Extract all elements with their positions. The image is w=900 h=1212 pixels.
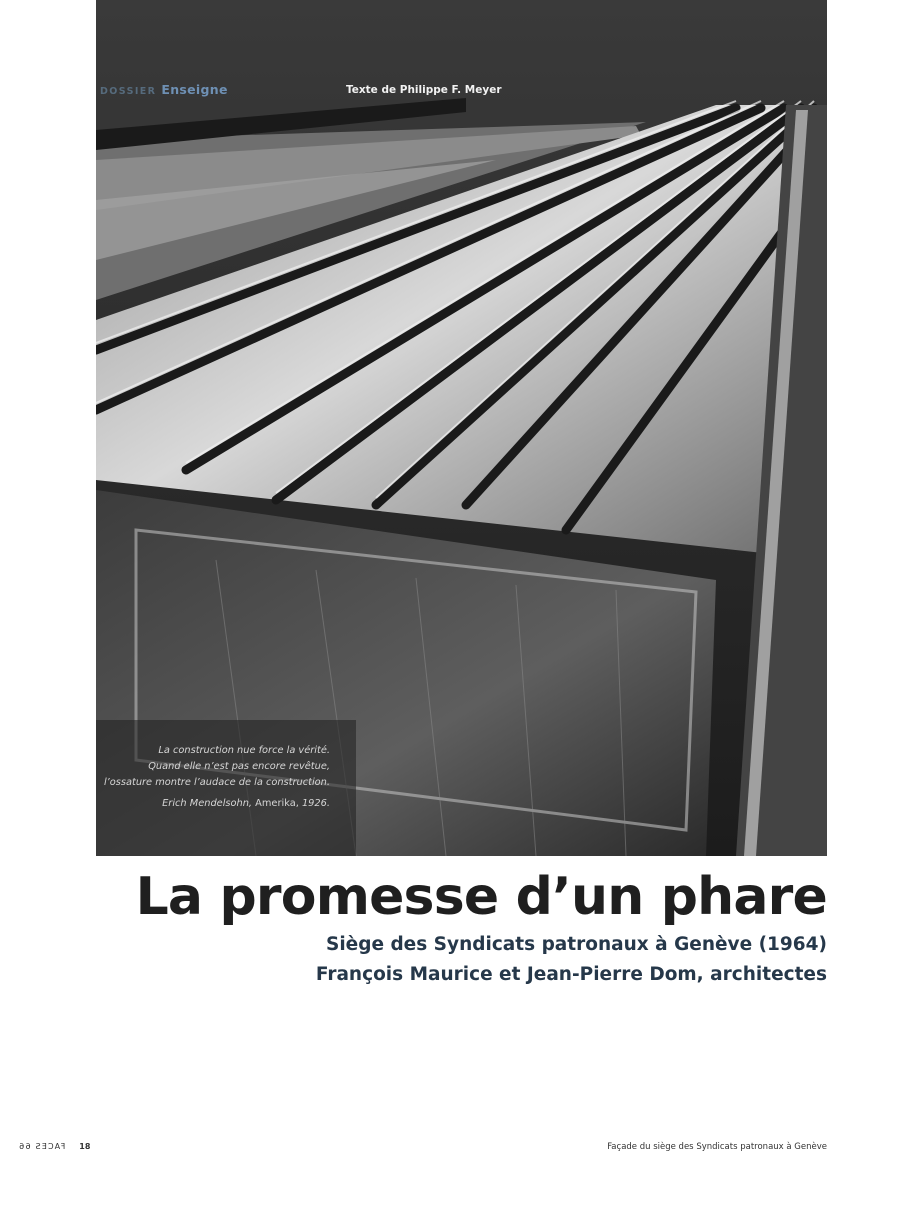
- quote-line: Quand elle n’est pas encore revêtue,: [148, 761, 330, 772]
- quote-author: Erich Mendelsohn,: [162, 798, 253, 809]
- quote-attribution: [100, 796, 330, 812]
- page-folio: [18, 1142, 90, 1151]
- facade-photo-illustration: [96, 0, 827, 856]
- section-rubric: Enseigne: [161, 82, 228, 97]
- subtitle-building: Siège des Syndicats patronaux à Genève (1964): [326, 934, 827, 955]
- quote-line: l’ossature montre l’audace de la construction.: [103, 777, 330, 788]
- article-title: La promesse d’un phare: [135, 867, 827, 927]
- epigraph-quote: [100, 743, 330, 812]
- photo-caption: Façade du siège des Syndicats patronaux à Genève: [607, 1142, 827, 1152]
- author-byline: Texte de Philippe F. Meyer: [346, 84, 502, 96]
- article-subtitle: [316, 930, 827, 990]
- section-kicker: DOSSIER: [100, 86, 157, 97]
- quote-line: La construction nue force la vérité.: [158, 745, 330, 756]
- magazine-name: FACES 66: [18, 1142, 66, 1151]
- section-header: [100, 82, 228, 97]
- page-number: 18: [79, 1142, 91, 1151]
- quote-year: 1926.: [301, 798, 330, 809]
- subtitle-architects: François Maurice et Jean-Pierre Dom, architectes: [315, 964, 827, 985]
- quote-work: Amerika,: [255, 798, 299, 809]
- facade-photo: [96, 0, 827, 856]
